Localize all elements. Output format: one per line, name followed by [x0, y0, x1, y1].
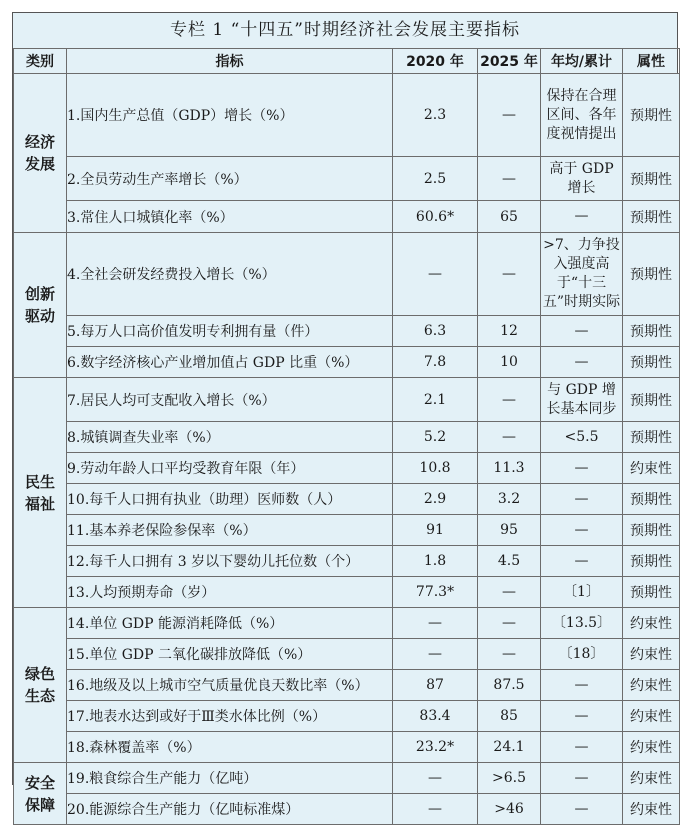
- header-2025: 2025 年: [478, 49, 541, 74]
- attribute: 预期性: [623, 515, 680, 546]
- annual-cumulative: —: [541, 701, 623, 732]
- value-2025: —: [478, 74, 541, 157]
- annual-cumulative: —: [541, 763, 623, 794]
- attribute: 预期性: [623, 546, 680, 577]
- value-2025: 87.5: [478, 670, 541, 701]
- table-row: [14, 608, 680, 639]
- annual-cumulative: —: [541, 347, 623, 378]
- indicator-name: 5.每万人口高价值发明专利拥有量（件）: [67, 316, 393, 347]
- table-row: [14, 639, 680, 670]
- attribute: 预期性: [623, 233, 680, 316]
- indicator-name: 12.每千人口拥有 3 岁以下婴幼儿托位数（个）: [67, 546, 393, 577]
- annual-cumulative: 与 GDP 增长基本同步: [541, 378, 623, 422]
- header-category: 类别: [14, 49, 67, 74]
- attribute: 预期性: [623, 316, 680, 347]
- annual-cumulative: —: [541, 546, 623, 577]
- value-2025: 12: [478, 316, 541, 347]
- attribute: 约束性: [623, 639, 680, 670]
- annual-cumulative: 〔18〕: [541, 639, 623, 670]
- value-2025: —: [478, 422, 541, 453]
- indicator-name: 14.单位 GDP 能源消耗降低（%）: [67, 608, 393, 639]
- value-2020: 1.8: [393, 546, 478, 577]
- attribute: 约束性: [623, 701, 680, 732]
- table-row: [14, 74, 680, 157]
- value-2020: 10.8: [393, 453, 478, 484]
- table-row: [14, 484, 680, 515]
- attribute: 约束性: [623, 794, 680, 825]
- value-2020: —: [393, 763, 478, 794]
- indicator-name: 13.人均预期寿命（岁）: [67, 577, 393, 608]
- indicator-name: 15.单位 GDP 二氧化碳排放降低（%）: [67, 639, 393, 670]
- table-row: [14, 577, 680, 608]
- attribute: 预期性: [623, 577, 680, 608]
- indicator-name: 20.能源综合生产能力（亿吨标准煤）: [67, 794, 393, 825]
- indicator-table-panel: [12, 12, 678, 818]
- value-2020: 83.4: [393, 701, 478, 732]
- category-innovation: 创新 驱动: [14, 233, 67, 378]
- table-row: [14, 316, 680, 347]
- value-2025: —: [478, 378, 541, 422]
- value-2020: 87: [393, 670, 478, 701]
- annual-cumulative: >7、力争投入强度高于“十三五”时期实际: [541, 233, 623, 316]
- annual-cumulative: —: [541, 732, 623, 763]
- value-2020: —: [393, 639, 478, 670]
- indicator-name: 10.每千人口拥有执业（助理）医师数（人）: [67, 484, 393, 515]
- header-2020: 2020 年: [393, 49, 478, 74]
- table-row: [14, 763, 680, 794]
- header-indicator: 指标: [67, 49, 393, 74]
- attribute: 约束性: [623, 763, 680, 794]
- indicator-name: 2.全员劳动生产率增长（%）: [67, 157, 393, 201]
- attribute: 预期性: [623, 201, 680, 233]
- value-2020: 60.6*: [393, 201, 478, 233]
- table-row: [14, 201, 680, 233]
- indicator-name: 16.地级及以上城市空气质量优良天数比率（%）: [67, 670, 393, 701]
- value-2025: —: [478, 608, 541, 639]
- value-2025: —: [478, 233, 541, 316]
- value-2020: 2.1: [393, 378, 478, 422]
- value-2020: —: [393, 233, 478, 316]
- annual-cumulative: 高于 GDP 增长: [541, 157, 623, 201]
- value-2020: 7.8: [393, 347, 478, 378]
- table-title: 专栏 1 “十四五”时期经济社会发展主要指标: [169, 20, 520, 40]
- table-row: [14, 378, 680, 422]
- annual-cumulative: —: [541, 453, 623, 484]
- table-row: [14, 701, 680, 732]
- indicator-name: 11.基本养老保险参保率（%）: [67, 515, 393, 546]
- table-row: [14, 732, 680, 763]
- value-2025: —: [478, 577, 541, 608]
- category-welfare: 民生 福祉: [14, 378, 67, 608]
- value-2025: 24.1: [478, 732, 541, 763]
- table-row: [14, 670, 680, 701]
- annual-cumulative: —: [541, 484, 623, 515]
- annual-cumulative: 保持在合理区间、各年度视情提出: [541, 74, 623, 157]
- annual-cumulative: —: [541, 201, 623, 233]
- annual-cumulative: —: [541, 515, 623, 546]
- indicator-name: 4.全社会研发经费投入增长（%）: [67, 233, 393, 316]
- table-row: [14, 157, 680, 201]
- table-row: [14, 515, 680, 546]
- indicator-name: 6.数字经济核心产业增加值占 GDP 比重（%）: [67, 347, 393, 378]
- table-row: [14, 233, 680, 316]
- header-row: [14, 49, 680, 74]
- indicator-name: 8.城镇调查失业率（%）: [67, 422, 393, 453]
- annual-cumulative: 〔13.5〕: [541, 608, 623, 639]
- table-row: [14, 794, 680, 825]
- indicator-name: 9.劳动年龄人口平均受教育年限（年）: [67, 453, 393, 484]
- value-2025: 10: [478, 347, 541, 378]
- category-economic: 经济 发展: [14, 74, 67, 233]
- indicator-name: 19.粮食综合生产能力（亿吨）: [67, 763, 393, 794]
- annual-cumulative: 〔1〕: [541, 577, 623, 608]
- value-2025: 85: [478, 701, 541, 732]
- table-row: [14, 347, 680, 378]
- value-2020: —: [393, 794, 478, 825]
- table-row: [14, 422, 680, 453]
- value-2020: 6.3: [393, 316, 478, 347]
- value-2025: >46: [478, 794, 541, 825]
- annual-cumulative: —: [541, 794, 623, 825]
- attribute: 约束性: [623, 670, 680, 701]
- indicator-name: 3.常住人口城镇化率（%）: [67, 201, 393, 233]
- attribute: 预期性: [623, 157, 680, 201]
- annual-cumulative: —: [541, 316, 623, 347]
- attribute: 预期性: [623, 74, 680, 157]
- value-2025: —: [478, 157, 541, 201]
- indicator-name: 17.地表水达到或好于Ⅲ类水体比例（%）: [67, 701, 393, 732]
- value-2020: 2.9: [393, 484, 478, 515]
- table-row: [14, 546, 680, 577]
- value-2020: 2.5: [393, 157, 478, 201]
- value-2020: 91: [393, 515, 478, 546]
- value-2020: 23.2*: [393, 732, 478, 763]
- indicator-name: 18.森林覆盖率（%）: [67, 732, 393, 763]
- attribute: 预期性: [623, 378, 680, 422]
- table-row: [14, 453, 680, 484]
- value-2020: 2.3: [393, 74, 478, 157]
- attribute: 约束性: [623, 608, 680, 639]
- attribute: 预期性: [623, 347, 680, 378]
- value-2025: 11.3: [478, 453, 541, 484]
- value-2025: —: [478, 639, 541, 670]
- indicator-name: 7.居民人均可支配收入增长（%）: [67, 378, 393, 422]
- value-2020: —: [393, 608, 478, 639]
- attribute: 预期性: [623, 422, 680, 453]
- category-green: 绿色 生态: [14, 608, 67, 763]
- value-2025: 3.2: [478, 484, 541, 515]
- attribute: 预期性: [623, 484, 680, 515]
- annual-cumulative: —: [541, 670, 623, 701]
- annual-cumulative: <5.5: [541, 422, 623, 453]
- attribute: 约束性: [623, 732, 680, 763]
- header-attribute: 属性: [623, 49, 680, 74]
- value-2025: >6.5: [478, 763, 541, 794]
- value-2025: 65: [478, 201, 541, 233]
- value-2025: 4.5: [478, 546, 541, 577]
- indicator-name: 1.国内生产总值（GDP）增长（%）: [67, 74, 393, 157]
- value-2020: 5.2: [393, 422, 478, 453]
- value-2025: 95: [478, 515, 541, 546]
- attribute: 约束性: [623, 453, 680, 484]
- indicators-table: [13, 48, 680, 825]
- value-2020: 77.3*: [393, 577, 478, 608]
- category-security: 安全 保障: [14, 763, 67, 825]
- header-annual-cumulative: 年均/累计: [541, 49, 623, 74]
